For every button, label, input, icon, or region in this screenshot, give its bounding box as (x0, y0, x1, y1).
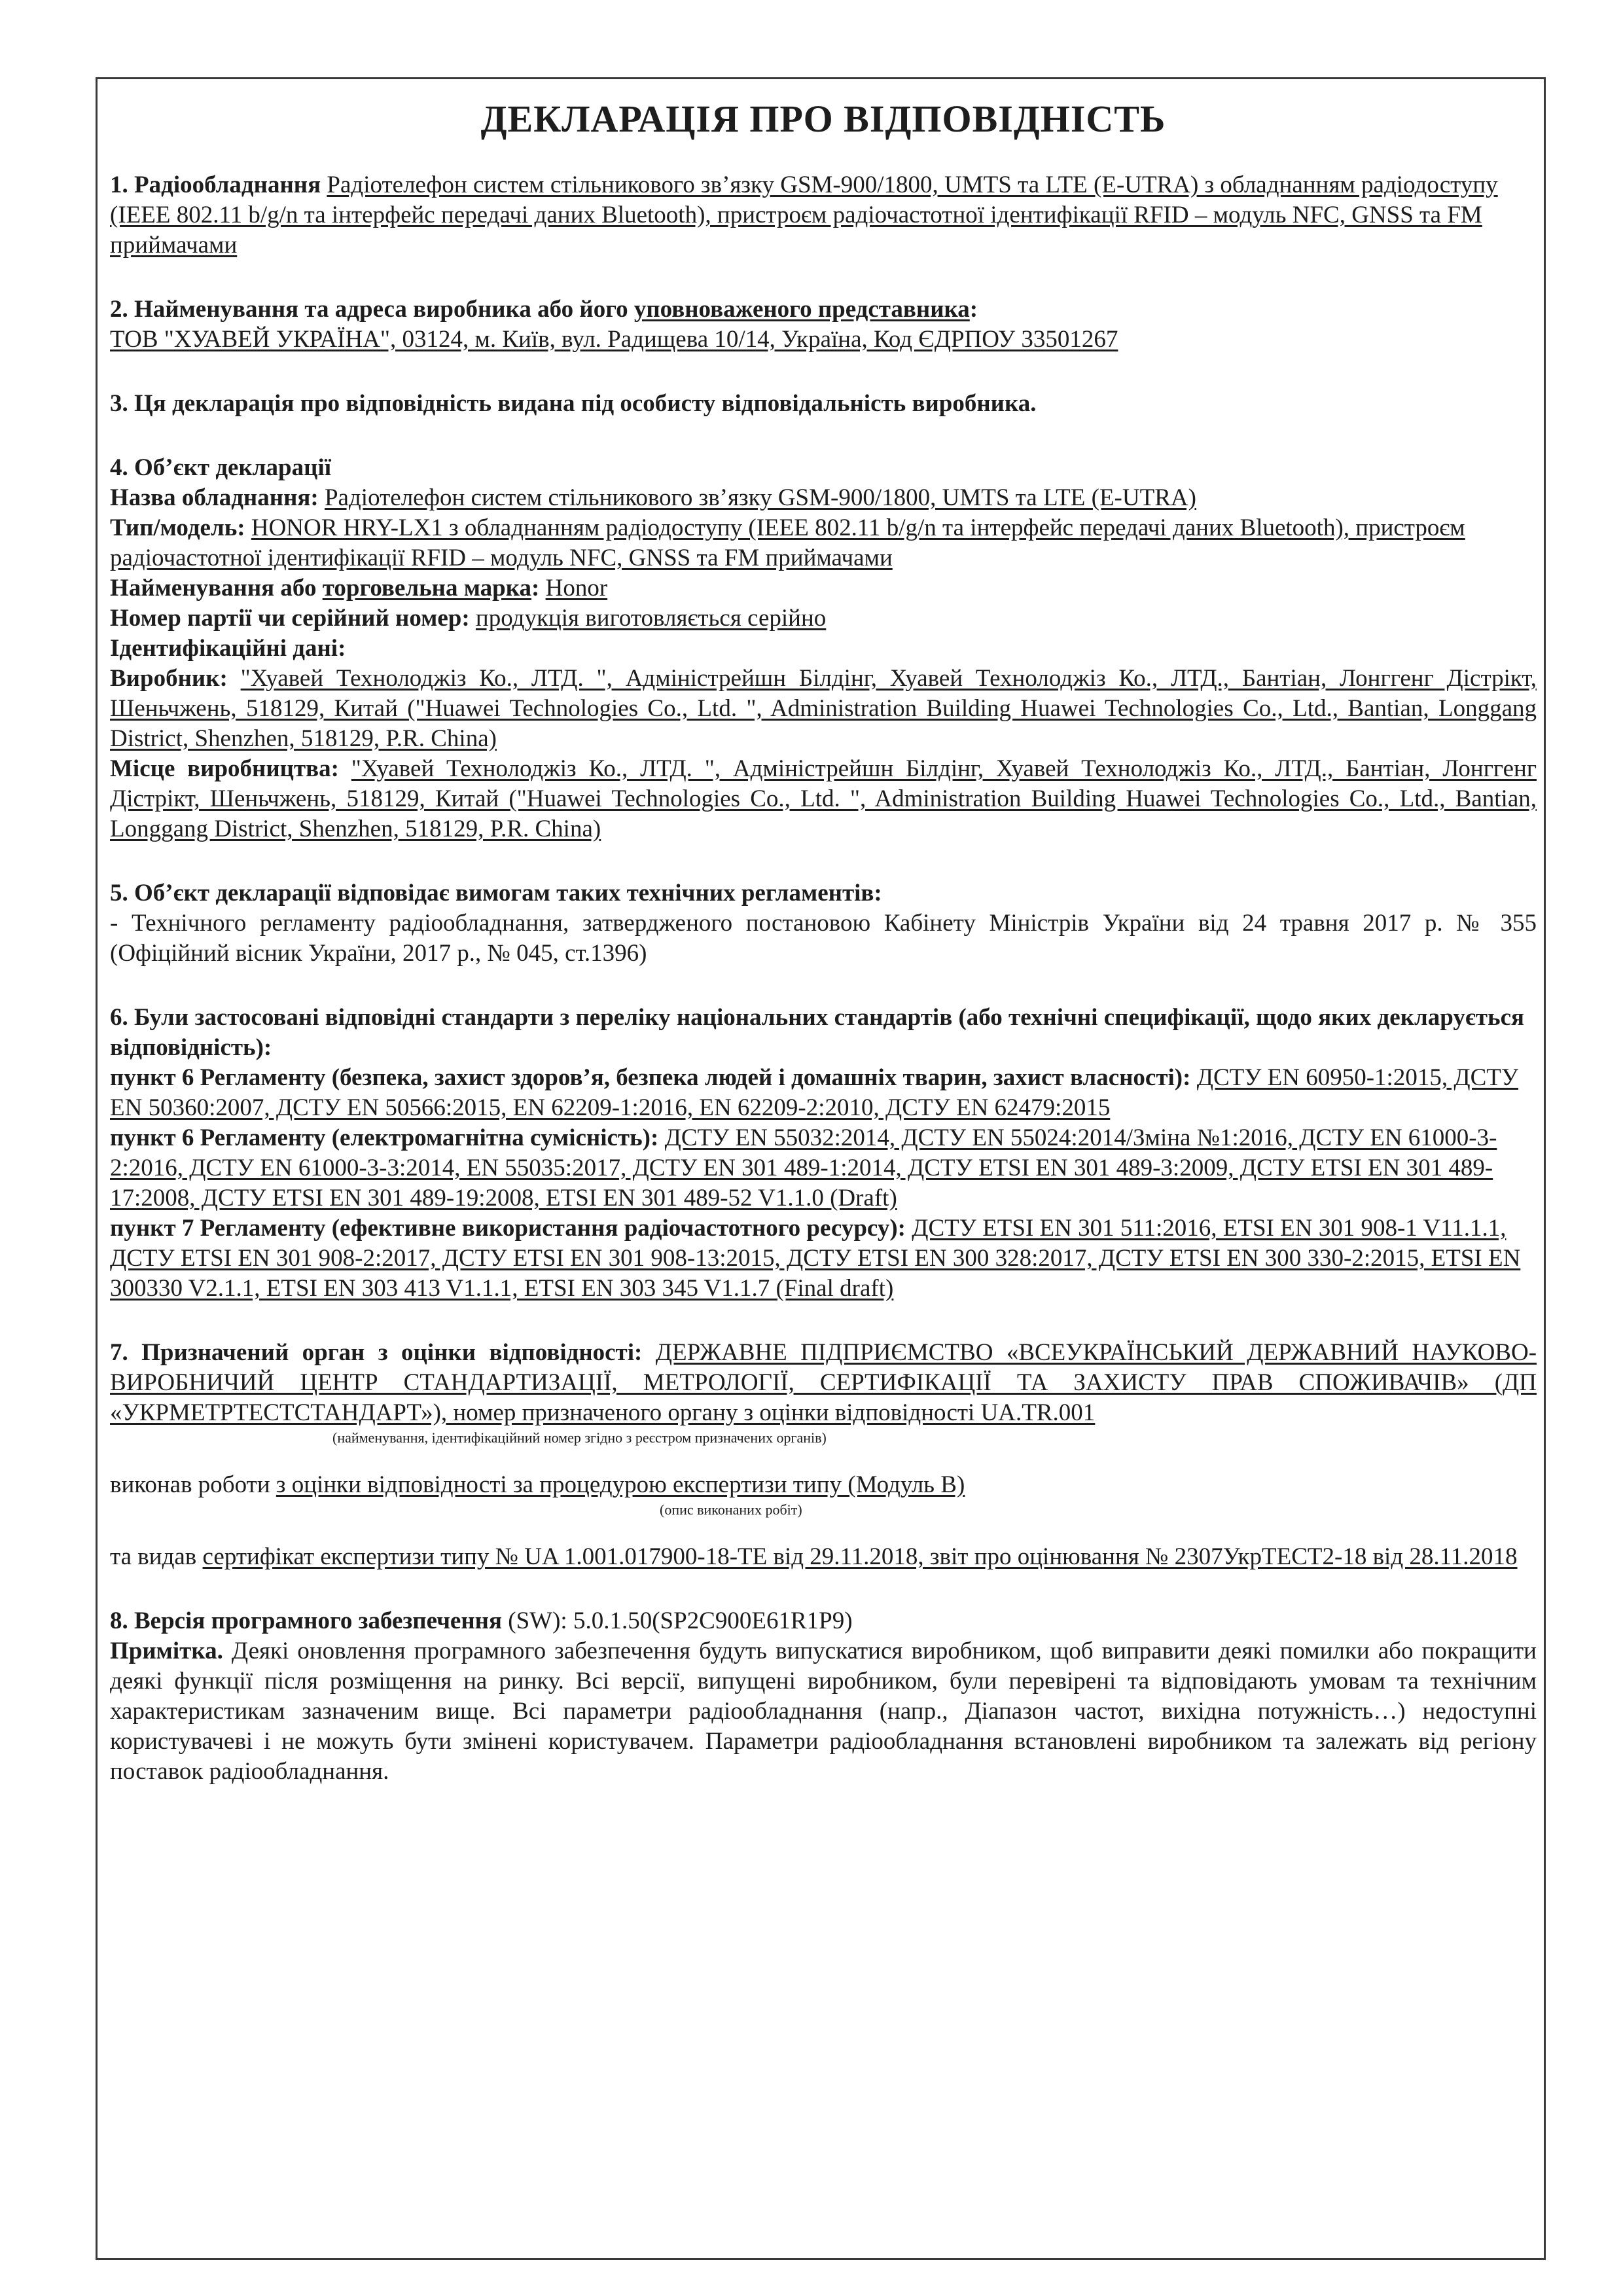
clause-emc-label: пункт 6 Регламенту (електромагнітна сумісність): (110, 1124, 659, 1151)
note-text: Деякі оновлення програмного забезпечення будуть випускатися виробником, щоб виправити деякі помилки або покращити деякі функції після розміщення на ринку. Всі версії, випущені виробником, були перевірені та відповідають умовам та технічним характеристикам зазначеним вище. Всі параметри радіообладнання (напр., Діапазон частот, вихідна потужність…) недоступні користувачеві і не можуть бути змінені користувачем. Параметри радіообладнання встановлені виробником та залежать від регіону поставок радіообладнання. (110, 1638, 1537, 1785)
section-3-responsibility (110, 389, 1537, 419)
brand-label-a: Найменування або (110, 575, 323, 601)
section-2-label-c: : (969, 296, 978, 323)
section-5-text: - Технічного регламенту радіообладнання, затвердженого постановою Кабінету Міністрів України від 24 травня 2017 р. № 355 (Офіційний вісник України, 2017 р., № 045, ст.1396) (110, 910, 1537, 967)
clause-emc-value: ДСТУ EN 55032:2014, ДСТУ EN 55024:2014/Зміна №1:2016, ДСТУ EN 61000-3-2:2016, ДСТУ EN 61000-3-3:2014, EN 55035:2017, ДСТУ EN 301 489-1:2014, ДСТУ ETSI EN 301 489-3:2009, ДСТУ ETSI EN 301 489-17:2008, ДСТУ ETSI EN 301 489-19:2008, ETSI EN 301 489-52 V1.1.0 (Draft) (110, 1124, 1497, 1211)
section-7-label: 7. Призначений орган з оцінки відповідності: (110, 1339, 643, 1366)
section-8-software (110, 1606, 1537, 1787)
software-version-value: (SW): 5.0.1.50(SP2C900E61R1P9) (502, 1607, 853, 1634)
type-model-label: Тип/модель: (110, 514, 245, 541)
section-7-value: ДЕРЖАВНЕ ПІДПРИЄМСТВО «ВСЕУКРАЇНСЬКИЙ ДЕРЖАВНИЙ НАУКОВО-ВИРОБНИЧИЙ ЦЕНТР СТАНДАРТИЗАЦІЇ, МЕТРОЛОГІЇ, СЕРТИФІКАЦІЇ ТА ЗАХИСТУ ПРАВ СПОЖИВАЧІВ» (ДП «УКРМЕТРТЕСТСТАНДАРТ»), номер призначеного органу з оцінки відповідності UA.TR.001 (110, 1339, 1537, 1426)
section-4-object (110, 453, 1537, 844)
section-2-manufacturer (110, 295, 1537, 355)
section-2-value: ТОВ "ХУАВЕЙ УКРАЇНА", 03124, м. Київ, вул. Радищева 10/14, Україна, Код ЄДРПОУ 33501267 (110, 326, 1118, 353)
manufacturer-value: "Хуавей Технолоджіз Ко., ЛТД. ", Адміністрейшн Білдінг, Хуавей Технолоджіз Ко., ЛТД., Бантіан, Лонггенг Дістрікт, Шеньчжень, 518129, Китай ("Huawei Technologies Co., Ltd. ", Administration Building Huawei Technologies Co., Ltd., Bantian, Longgang District, Shenzhen, 518129, P.R. China) (110, 665, 1537, 752)
equipment-name-value: Радіотелефон систем стільникового зв’язку GSM-900/1800, UMTS та LTE (E-UTRA) (324, 484, 1196, 511)
production-place-value: "Хуавей Технолоджіз Ко., ЛТД. ", Адміністрейшн Білдінг, Хуавей Технолоджіз Ко., ЛТД., Бантіан, Лонггенг Дістрікт, Шеньчжень, 518129, Китай ("Huawei Technologies Co., Ltd. ", Administration Building Huawei Technologies Co., Ltd., Bantian, Longgang District, Shenzhen, 518129, P.R. China) (110, 755, 1537, 842)
clause-spectrum-label: пункт 7 Регламенту (ефективне використання радіочастотного ресурсу): (110, 1215, 906, 1242)
document-title: ДЕКЛАРАЦІЯ ПРО ВІДПОВІДНІСТЬ (480, 98, 1166, 140)
brand-label-c: : (531, 575, 540, 601)
brand-value: Honor (545, 575, 608, 601)
issued-value: сертифікат експертизи типу № UA 1.001.017900-18-TE від 29.11.2018, звіт про оцінювання № 2307УкрТЕСТ2-18 від 28.11.2018 (202, 1543, 1518, 1570)
issued-label: та видав (110, 1543, 203, 1570)
type-model-value: HONOR HRY-LX1 з обладнанням радіодоступу (IEEE 802.11 b/g/n та інтерфейс передачі даних Bluetooth), пристроєм радіочастотної ідентифікації RFID – модуль NFC, GNSS та FM приймачами (110, 514, 1465, 571)
serial-label: Номер партії чи серійний номер: (110, 605, 470, 632)
section-4-heading: 4. Об’єкт декларації (110, 454, 332, 481)
section-1-radio-equipment (110, 170, 1537, 260)
section-5-heading: 5. Об’єкт декларації відповідає вимогам таких технічних регламентів: (110, 880, 882, 906)
section-6-standards (110, 1003, 1537, 1304)
manufacturer-label: Виробник: (110, 665, 228, 692)
work-label: виконав роботи (110, 1471, 276, 1498)
notified-body-caption: (найменування, ідентифікаційний номер згідно з реєстром призначених органів) (332, 1429, 827, 1446)
note-label: Примітка. (110, 1638, 223, 1664)
equipment-name-label: Назва обладнання: (110, 484, 319, 511)
brand-label-b: торговельна марка (322, 575, 532, 601)
identification-label: Ідентифікаційні дані: (110, 635, 346, 662)
section-2-label-b: уповноваженого представника (633, 296, 970, 323)
section-6-heading: 6. Були застосовані відповідні стандарти з переліку національних стандартів (або технічні специфікації, щодо яких декларується відповідність): (110, 1004, 1525, 1061)
clause-safety-value: ДСТУ EN 60950-1:2015, ДСТУ EN 50360:2007, ДСТУ EN 50566:2015, EN 62209-1:2016, EN 62209-2:2010, ДСТУ EN 62479:2015 (110, 1064, 1519, 1121)
production-place-label: Місце виробництва: (110, 755, 339, 782)
software-version-label: 8. Версія програмного забезпечення (110, 1607, 503, 1634)
clause-safety-label: пункт 6 Регламенту (безпека, захист здоров’я, безпека людей і домашніх тварин, захист власності): (110, 1064, 1191, 1091)
section-3-text: 3. Ця декларація про відповідність видана під особисту відповідальність виробника. (110, 390, 1037, 417)
section-1-label: 1. Радіообладнання (110, 171, 321, 198)
serial-value: продукція виготовляється серійно (475, 605, 827, 632)
section-2-label-a: 2. Найменування та адреса виробника або його (110, 296, 634, 323)
section-1-value: Радіотелефон систем стільникового зв’язку GSM-900/1800, UMTS та LTE (E-UTRA) з обладнанням радіодоступу (IEEE 802.11 b/g/n та інтерфейс передачі даних Bluetooth), пристроєм радіочастотної ідентифікації RFID – модуль NFC, GNSS та FM приймачами (110, 171, 1498, 259)
work-caption: (опис виконаних робіт) (660, 1501, 802, 1518)
declaration-document (110, 77, 1537, 1787)
section-5-regulations (110, 878, 1537, 969)
section-7-notified-body (110, 1338, 1537, 1572)
work-value: з оцінки відповідності за процедурою експертизи типу (Модуль В) (276, 1471, 965, 1498)
clause-spectrum-value: ДСТУ ETSI EN 301 511:2016, ETSI EN 301 908-1 V11.1.1, ДСТУ ETSI EN 301 908-2:2017, ДСТУ ETSI EN 301 908-13:2015, ДСТУ ETSI EN 300 328:2017, ДСТУ ETSI EN 300 330-2:2015, ETSI EN 300330 V2.1.1, ETSI EN 303 413 V1.1.1, ETSI EN 303 345 V1.1.7 (Final draft) (110, 1215, 1521, 1302)
